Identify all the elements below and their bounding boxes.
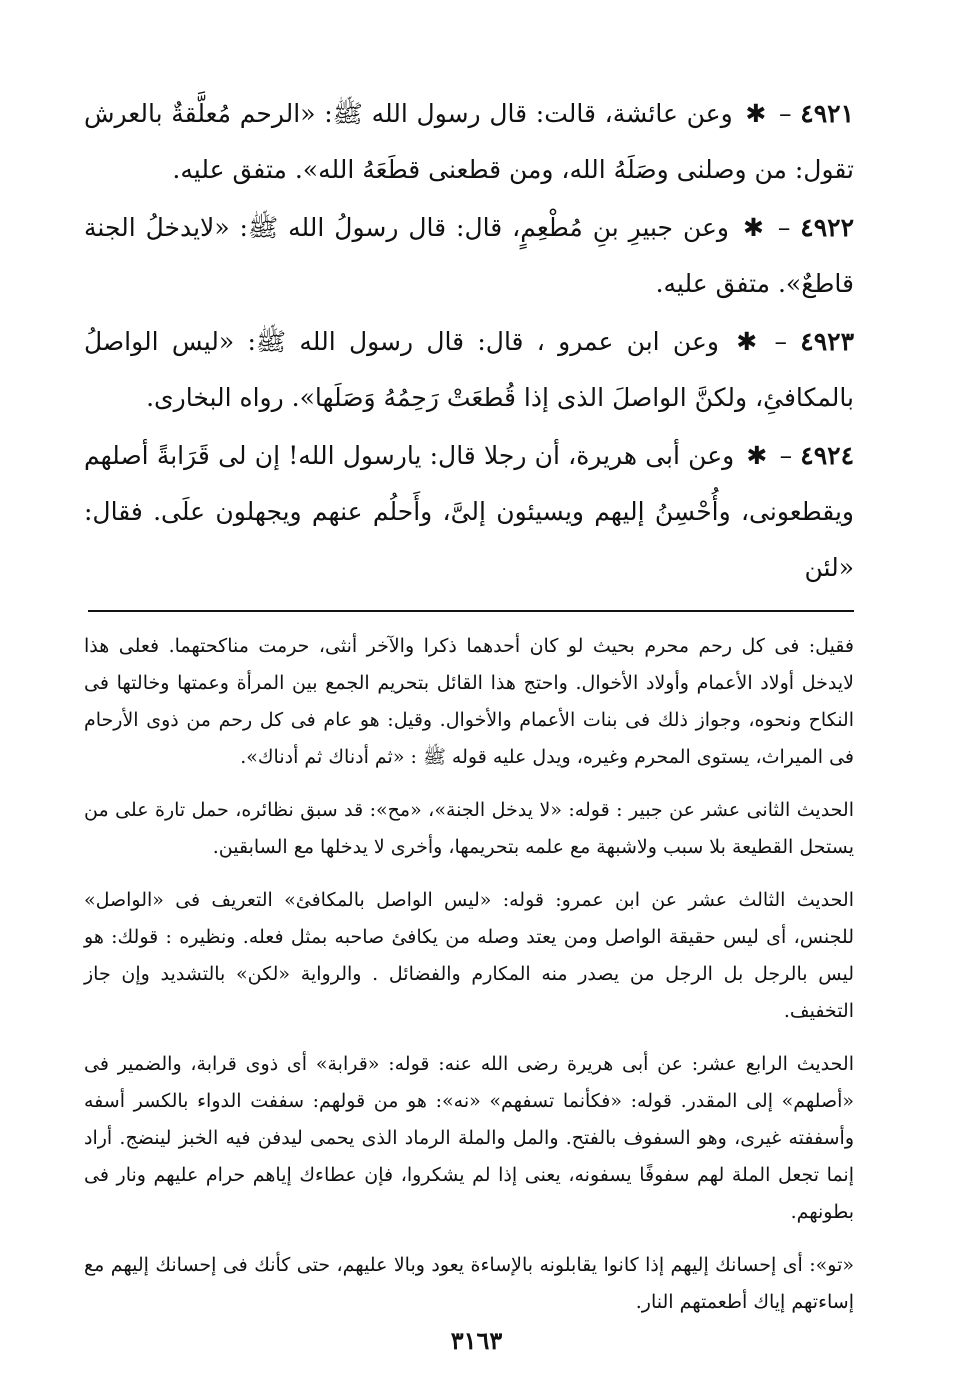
hadith-text: وعن أبى هريرة، أن رجلا قال: يارسول الله! إن لى قَرَابةً أصلهم ويقطعونى، وأُحْسِنُ إليهم ويسيئون إلىَّ، وأَحلُم عنهم ويجهلون علَى. فقال: «لئن xyxy=(84,441,854,582)
hadith-number: ٤٩٢١ xyxy=(800,99,854,128)
hadith-number: ٤٩٢٣ xyxy=(800,327,854,356)
commentary-paragraph: الحديث الرابع عشر: عن أبى هريرة رضى الله عنه: قوله: «قرابة» أى ذوى قرابة، والضمير فى «أصلهم» إلى المقدر. قوله: «فكأنما تسفهم» «نه»: هو من قولهم: سففت الدواء بالكسر أسفه وأسففته غيرى، وهو السفوف بالفتح. والمل والملة الرماد الذى يحمى ليدفن فيه الخبز لينضج. أراد إنما تجعل الملة لهم سفوفًا يسفونه، يعنى إذا لم يشكروا، فإن عطاءك إياهم حرام عليهم ونار فى بطونهم. xyxy=(84,1053,854,1223)
hadith-4921 xyxy=(84,86,854,198)
hadith-4924 xyxy=(84,428,854,596)
hadith-text: وعن ابن عمرو ، قال: قال رسول الله ﷺ: «ليس الواصلُ بالمكافئِ، ولكنَّ الواصلَ الذى إذا قُطعَتْ رَحِمُهُ وَصَلَها». رواه البخارى. xyxy=(84,327,854,412)
hadith-number: ٤٩٢٤ xyxy=(800,441,855,470)
commentary-paragraph: فقيل: فى كل رحم محرم بحيث لو كان أحدهما ذكرا والآخر أنثى، حرمت مناكحتهما. فعلى هذا لايدخل أولاد الأعمام وأولاد الأخوال. واحتج هذا القائل بتحريم الجمع بين المرأة وعمتها وخالتها فى النكاح ونحوه، وجواز ذلك فى بنات الأعمام والأخوال. وقيل: هو عام فى كل رحم من ذوى الأرحام فى الميراث، يستوى المحرم وغيره، ويدل عليه قوله ﷺ : «ثم أدناك ثم أدناك». xyxy=(84,635,854,768)
hadith-4923 xyxy=(84,314,854,426)
hadith-number: ٤٩٢٢ xyxy=(800,213,855,242)
page-number: ٣١٦٣ xyxy=(450,1326,503,1355)
hadith-text: وعن جبيرِ بنِ مُطْعِمٍ، قال: قال رسولُ الله ﷺ: «لايدخلُ الجنة قاطعٌ». متفق عليه. xyxy=(84,213,854,298)
asterisk-icon: ✱ xyxy=(746,441,768,470)
dash-separator: – xyxy=(771,441,793,470)
asterisk-icon: ✱ xyxy=(742,213,764,242)
dash-separator: – xyxy=(761,327,787,356)
dash-separator: – xyxy=(767,213,791,242)
commentary-paragraph: الحديث الثانى عشر عن جبير : قوله: «لا يدخل الجنة»، «مح»: قد سبق نظائره، حمل تارة على من يستحل القطيعة بلا سبب ولاشبهة مع علمه بتحريمها، وأخرى لا يدخلها مع السابقين. xyxy=(84,799,854,858)
commentary-paragraph: الحديث الثالث عشر عن ابن عمرو: قوله: «ليس الواصل بالمكافئ» التعريف فى «الواصل» للجنس، أى ليس حقيقة الواصل ومن يعتد وصله من يكافئ صاحبه بمثل فعله. ونظيره : قولك: هو ليس بالرجل بل الرجل من يصدر منه المكارم والفضائل . والرواية «لكن» بالتشديد وإن جاز التخفيف. xyxy=(84,889,854,1022)
asterisk-icon: ✱ xyxy=(736,327,758,356)
footnote-divider xyxy=(88,610,854,612)
commentary-paragraph: «تو»: أى إحسانك إليهم إذا كانوا يقابلونه بالإساءة يعود وبالا عليهم، حتى كأنك فى إحسانك إليهم مع إساءتهم إياك أطعمتهم النار. xyxy=(84,1254,854,1313)
asterisk-icon: ✱ xyxy=(745,99,767,128)
hadith-text: وعن عائشة، قالت: قال رسول الله ﷺ: «الرحم مُعلَّقةٌ بالعرش تقول: من وصلنى وصَلَهُ الله، ومن قطعنى قطَعَهُ الله». متفق عليه. xyxy=(84,99,854,184)
hadith-4922 xyxy=(84,200,854,312)
document-page xyxy=(84,86,854,1376)
dash-separator: – xyxy=(770,99,792,128)
